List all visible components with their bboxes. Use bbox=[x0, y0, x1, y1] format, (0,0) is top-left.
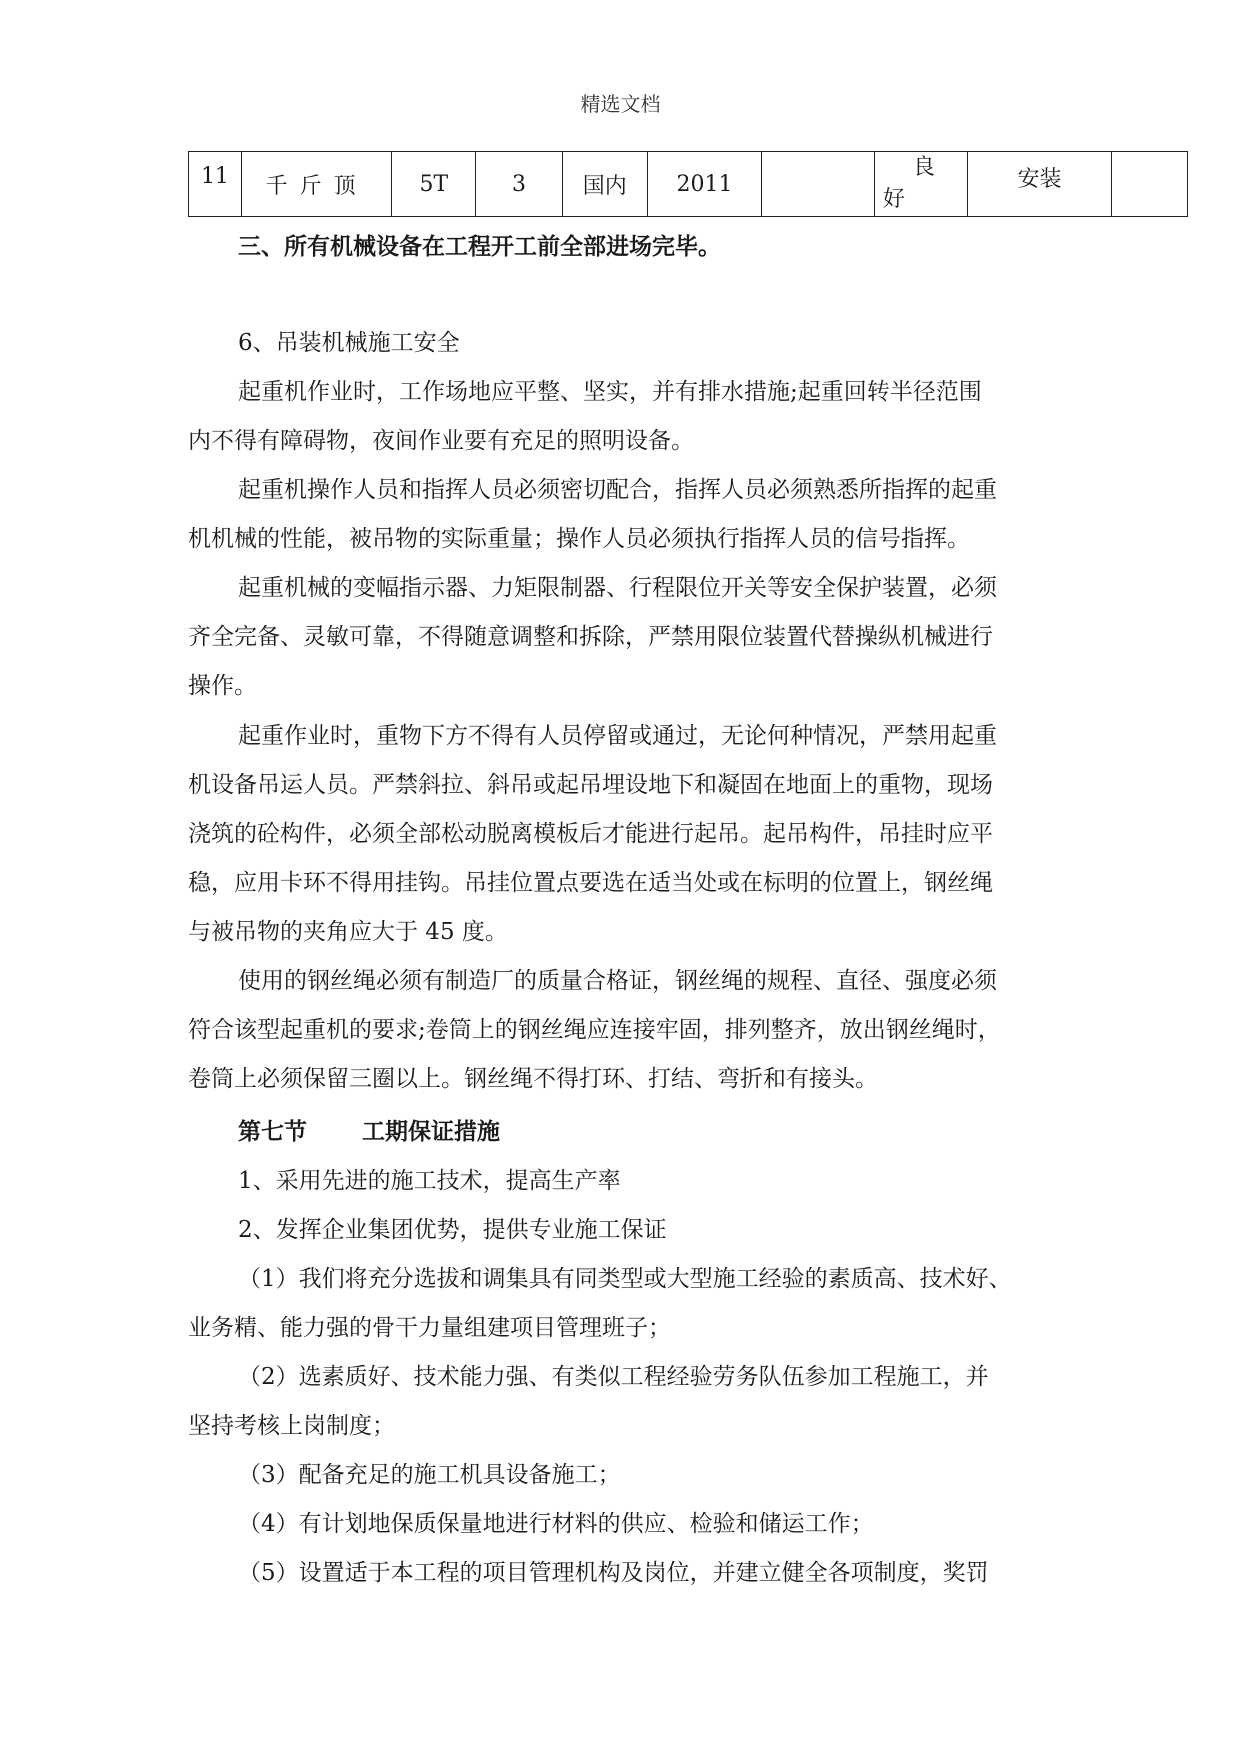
paragraph-5-line-1: 使用的钢丝绳必须有制造厂的质量合格证，钢丝绳的规程、直径、强度必须 bbox=[238, 968, 997, 994]
section-7-label: 第七节 bbox=[238, 1118, 307, 1145]
subitem-4: （4）有计划地保质保量地进行材料的供应、检验和储运工作； bbox=[238, 1511, 874, 1537]
subitem-1-line-1: （1）我们将充分选拔和调集具有同类型或大型施工经验的素质高、技术好、 bbox=[238, 1266, 1012, 1292]
cell-qty: 3 bbox=[476, 152, 563, 217]
cell-remark bbox=[1112, 152, 1188, 217]
paragraph-4-line-3: 浇筑的砼构件，必须全部松动脱离模板后才能进行起吊。起吊构件，吊挂时应平 bbox=[188, 821, 993, 847]
cell-capacity: 5T bbox=[392, 152, 476, 217]
paragraph-1-line-2: 内不得有障碍物，夜间作业要有充足的照明设备。 bbox=[188, 428, 694, 454]
item-2: 2、发挥企业集团优势，提供专业施工保证 bbox=[238, 1217, 667, 1243]
cell-condition-line1: 良 bbox=[912, 155, 935, 180]
paragraph-4-line-2: 机设备吊运人员。严禁斜拉、斜吊或起吊埋设地下和凝固在地面上的重物，现场 bbox=[188, 772, 993, 798]
paragraph-4-line-4: 稳，应用卡环不得用挂钩。吊挂位置点要选在适当处或在标明的位置上，钢丝绳 bbox=[188, 870, 993, 896]
equipment-table bbox=[188, 151, 1188, 217]
subitem-3: （3）配备充足的施工机具设备施工； bbox=[238, 1462, 621, 1488]
heading-3: 三、所有机械设备在工程开工前全部进场完毕。 bbox=[238, 233, 721, 260]
cell-condition-line2: 好 bbox=[882, 187, 905, 212]
cell-usage: 安装 bbox=[967, 152, 1111, 217]
cell-condition bbox=[874, 152, 967, 217]
paragraph-2-line-1: 起重机操作人员和指挥人员必须密切配合，指挥人员必须熟悉所指挥的起重 bbox=[238, 477, 997, 503]
section-6-title: 6、吊装机械施工安全 bbox=[238, 330, 460, 356]
cell-origin: 国内 bbox=[562, 152, 647, 217]
cell-power bbox=[762, 152, 875, 217]
table-row bbox=[189, 152, 1188, 217]
item-1: 1、采用先进的施工技术，提高生产率 bbox=[238, 1168, 621, 1194]
paragraph-5-line-3: 卷筒上必须保留三圈以上。钢丝绳不得打环、打结、弯折和有接头。 bbox=[188, 1066, 878, 1092]
paragraph-4-line-5: 与被吊物的夹角应大于 45 度。 bbox=[188, 919, 508, 945]
cell-no: 11 bbox=[189, 152, 242, 217]
paragraph-3-line-3: 操作。 bbox=[188, 673, 257, 699]
cell-year: 2011 bbox=[647, 152, 762, 217]
paragraph-3-line-2: 齐全完备、灵敏可靠，不得随意调整和拆除，严禁用限位装置代替操纵机械进行 bbox=[188, 624, 993, 650]
paragraph-2-line-2: 机机械的性能，被吊物的实际重量；操作人员必须执行指挥人员的信号指挥。 bbox=[188, 526, 970, 552]
paragraph-5-line-2: 符合该型起重机的要求;卷筒上的钢丝绳应连接牢固，排列整齐，放出钢丝绳时， bbox=[188, 1017, 1001, 1043]
subitem-1-line-2: 业务精、能力强的骨干力量组建项目管理班子； bbox=[188, 1315, 671, 1341]
subitem-5: （5）设置适于本工程的项目管理机构及岗位，并建立健全各项制度，奖罚 bbox=[238, 1560, 989, 1586]
subitem-2-line-1: （2）选素质好、技术能力强、有类似工程经验劳务队伍参加工程施工，并 bbox=[238, 1364, 989, 1390]
paragraph-4-line-1: 起重作业时，重物下方不得有人员停留或通过，无论何种情况，严禁用起重 bbox=[238, 723, 997, 749]
paragraph-1-line-1: 起重机作业时，工作场地应平整、坚实，并有排水措施;起重回转半径范围 bbox=[238, 379, 982, 405]
subitem-2-line-2: 坚持考核上岗制度； bbox=[188, 1413, 395, 1439]
page-header-title: 精选文档 bbox=[580, 92, 661, 116]
cell-name: 千斤顶 bbox=[241, 152, 392, 217]
paragraph-3-line-1: 起重机械的变幅指示器、力矩限制器、行程限位开关等安全保护装置，必须 bbox=[238, 575, 997, 601]
section-7-title: 工期保证措施 bbox=[362, 1118, 500, 1145]
